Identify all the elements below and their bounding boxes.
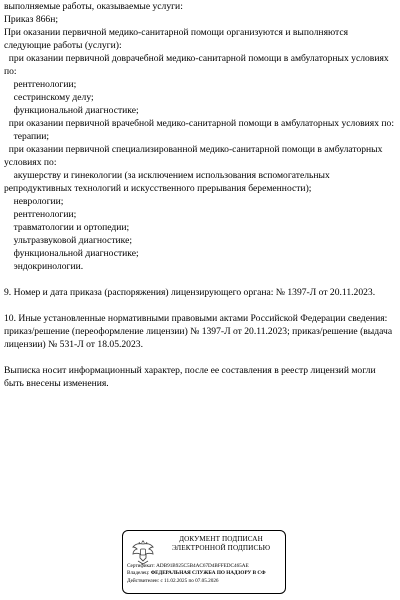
document-line: травматологии и ортопедии;: [4, 222, 130, 233]
document-line: функциональной диагностике;: [4, 105, 139, 116]
stamp-details: [127, 563, 285, 585]
stamp-title-line: ЭЛЕКТРОННОЙ ПОДПИСЬЮ: [171, 544, 271, 552]
document-body: [4, 0, 394, 390]
document-line: Приказ 866н;: [4, 14, 59, 25]
document-line: функциональной диагностике;: [4, 248, 139, 259]
certificate-row: [127, 563, 285, 570]
document-line: выполняемые работы, оказываемые услуги:: [4, 1, 183, 12]
validity-value: с 11.02.2025 по 07.05.2026: [160, 577, 219, 584]
other-info-item: 10. Иные установленные нормативными правовыми актами Российской Федерации сведения: приказ/решение (переоформление лицензии) № 1397-Л от 20.11.2023; приказ/решение (выдача лицензии) № 531-Л от 18.05.2023.: [4, 313, 395, 350]
document-line: ультразвуковой диагностике;: [4, 235, 132, 246]
owner-value: ФЕДЕРАЛЬНАЯ СЛУЖБА ПО НАДЗОРУ В СФ: [150, 570, 266, 577]
document-line: эндокринологии.: [4, 261, 84, 272]
document-line: неврологии;: [4, 196, 64, 207]
document-line: рентгенологии;: [4, 209, 77, 220]
certificate-value: ADB91B925C5B4AC67D4BFFEDC465AE: [156, 563, 249, 569]
license-order-item: 9. Номер и дата приказа (распоряжения) лицензирующего органа: № 1397-Л от 20.11.2023.: [4, 287, 376, 298]
document-line: сестринскому делу;: [4, 92, 94, 103]
document-line: терапии;: [4, 131, 50, 142]
owner-label: Владелец:: [127, 570, 150, 577]
disclaimer-note: Выписка носит информационный характер, после ее составления в реестр лицензий могли быть внесены изменения.: [4, 365, 378, 389]
validity-row: [127, 578, 285, 585]
document-line: При оказании первичной медико-санитарной помощи организуются и выполняются следующие работы (услуги):: [4, 27, 351, 51]
document-line: рентгенологии;: [4, 79, 77, 90]
document-line: акушерству и гинекологии (за исключением использования вспомогательных репродуктивных технологий и искусственного прерывания беременности);: [4, 170, 333, 194]
document-line: при оказании первичной специализированной медико-санитарной помощи в амбулаторных условиях по:: [4, 144, 385, 168]
stamp-title-line: ДОКУМЕНТ ПОДПИСАН: [179, 535, 263, 543]
stamp-title: [161, 535, 281, 553]
electronic-signature-stamp: [122, 530, 286, 594]
certificate-label: Сертификат:: [127, 563, 155, 569]
validity-label: Действителен:: [127, 577, 160, 584]
owner-row: [127, 570, 285, 577]
document-line: при оказании первичной врачебной медико-санитарной помощи в амбулаторных условиях по:: [4, 118, 394, 129]
document-line: при оказании первичной доврачебной медико-санитарной помощи в амбулаторных условиях по:: [4, 53, 392, 77]
